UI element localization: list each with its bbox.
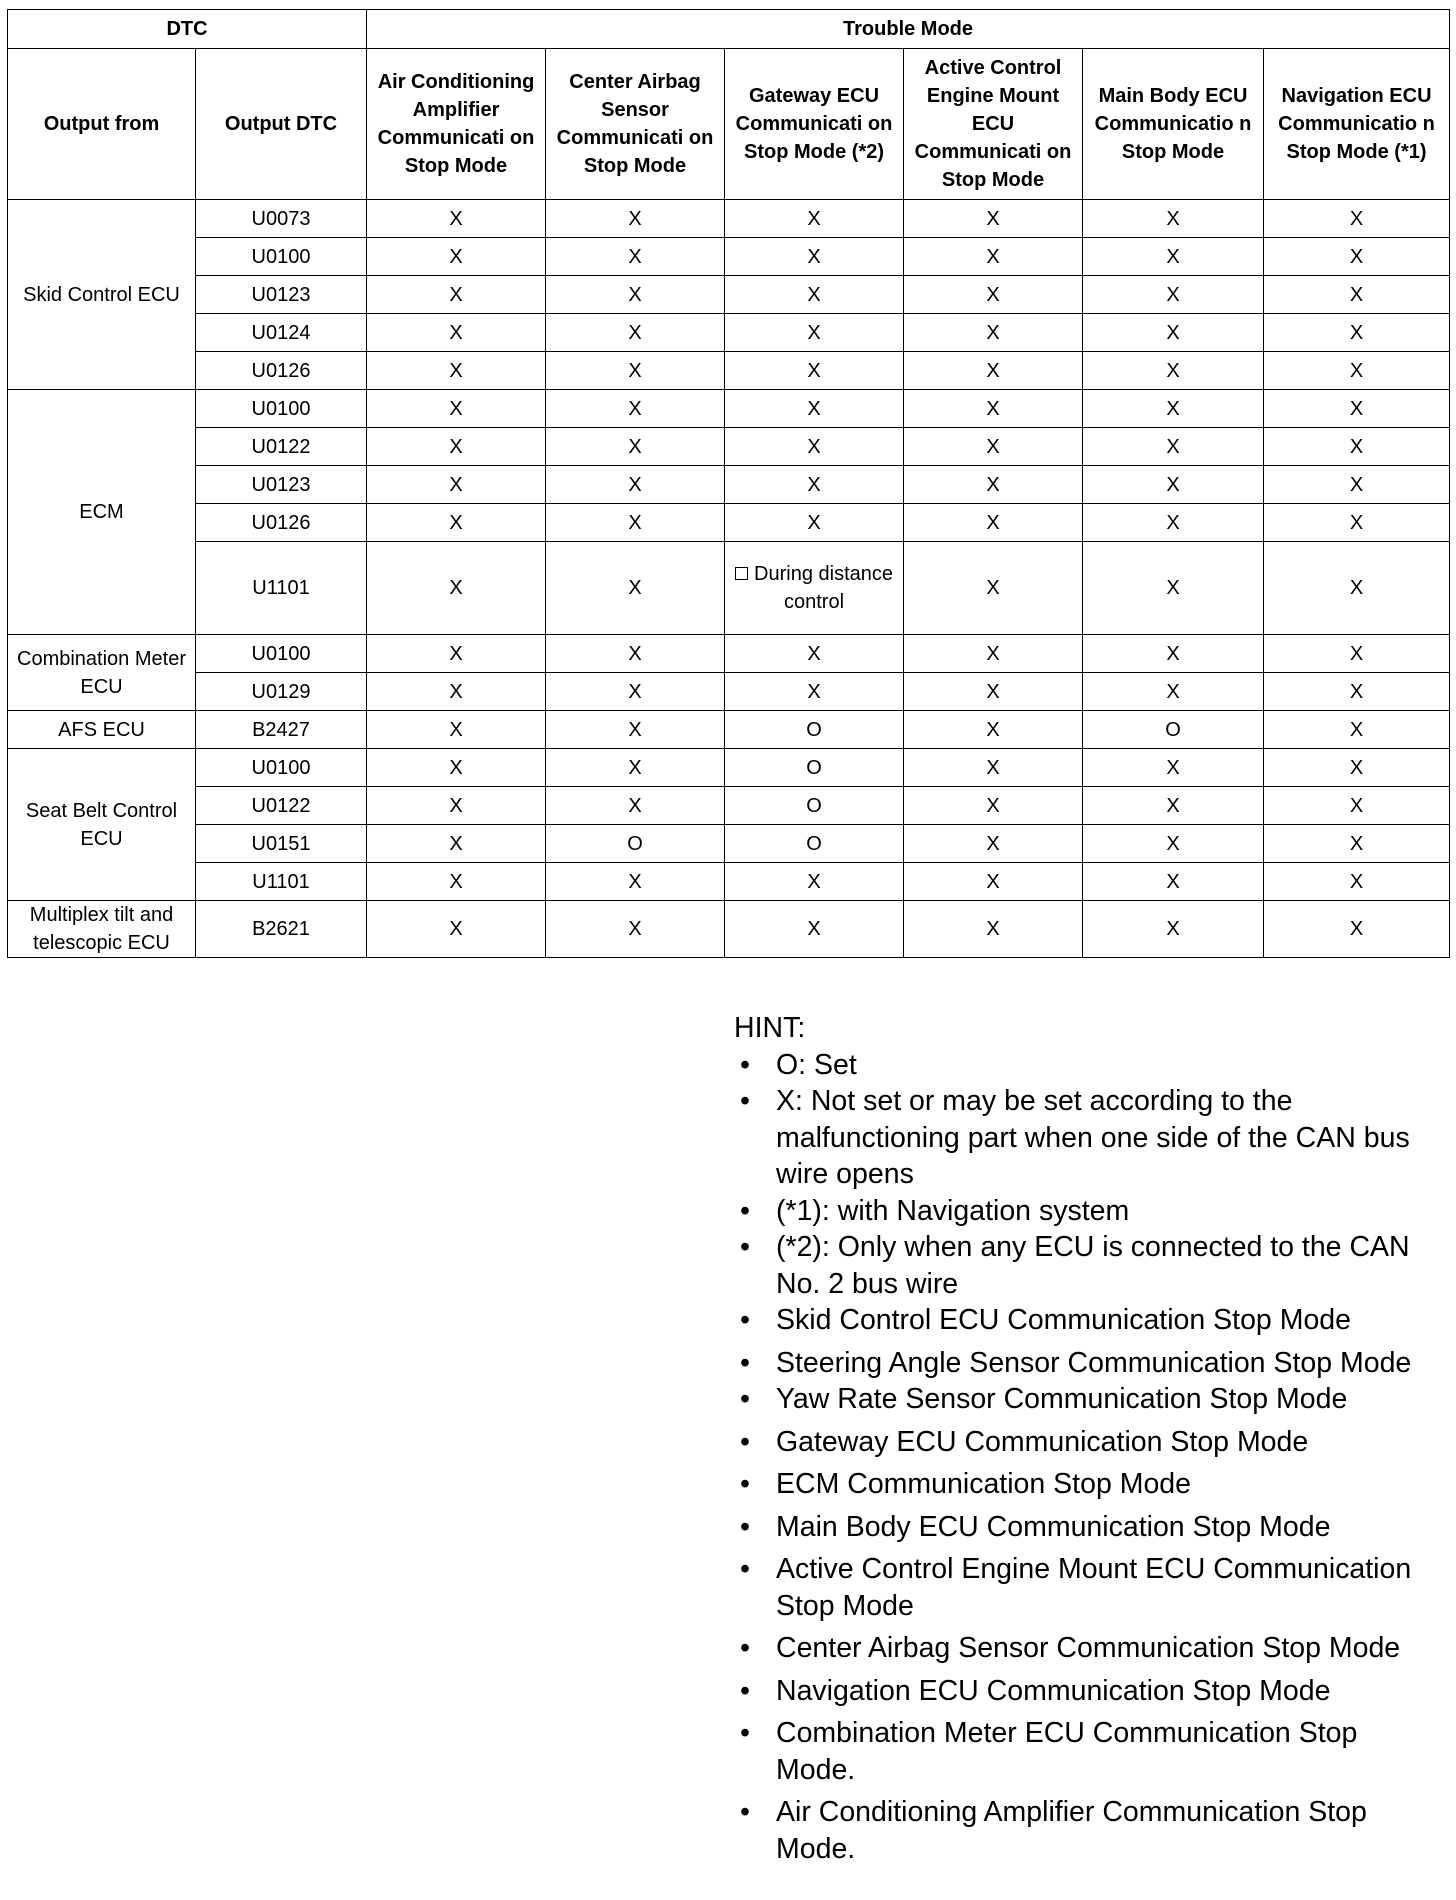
hint-item-text: Air Conditioning Amplifier Communication Stop Mode. — [776, 1796, 1367, 1865]
bullet-icon: • — [740, 1194, 750, 1227]
bullet-icon: • — [740, 1383, 750, 1415]
hint-item-text: Yaw Rate Sensor Communication Stop Mode — [776, 1383, 1348, 1415]
checkbox-square-icon — [735, 567, 748, 580]
mode-not-set-mark: X — [546, 238, 725, 276]
mode-not-set-mark: X — [546, 352, 725, 390]
hint-item — [734, 1424, 1434, 1461]
mode-not-set-mark: X — [546, 314, 725, 352]
mode-set-mark: O — [725, 787, 904, 825]
mode-not-set-mark: X — [904, 238, 1083, 276]
mode-not-set-mark: X — [367, 787, 546, 825]
mode-header-center-airbag: Center Airbag Sensor Communicati on Stop Mode — [546, 49, 725, 200]
table-row — [8, 428, 1450, 466]
table-row — [8, 711, 1450, 749]
hint-item-text: ECM Communication Stop Mode — [776, 1468, 1192, 1500]
mode-not-set-mark: X — [1083, 825, 1264, 863]
mode-not-set-mark: X — [546, 542, 725, 635]
bullet-icon: • — [740, 1717, 750, 1749]
mode-not-set-mark: X — [1264, 711, 1450, 749]
mode-not-set-mark: X — [1264, 504, 1450, 542]
mode-not-set-mark: X — [904, 428, 1083, 466]
hint-item-text: Steering Angle Sensor Communication Stop Mode — [776, 1346, 1412, 1379]
mode-not-set-mark: X — [367, 428, 546, 466]
mode-not-set-mark: X — [1264, 863, 1450, 901]
mode-not-set-mark: X — [904, 635, 1083, 673]
output-dtc-cell: U0123 — [196, 466, 367, 504]
hint-item — [734, 1302, 1434, 1339]
mode-not-set-mark: X — [1264, 200, 1450, 238]
mode-not-set-mark: X — [904, 863, 1083, 901]
mode-not-set-mark: X — [1083, 352, 1264, 390]
mode-header-navigation-ecu: Navigation ECU Communicatio n Stop Mode (*1) — [1264, 49, 1450, 200]
hint-item — [734, 1673, 1434, 1710]
table-row — [8, 749, 1450, 787]
table-row — [8, 466, 1450, 504]
mode-not-set-mark: X — [1264, 390, 1450, 428]
mode-not-set-mark: X — [1083, 504, 1264, 542]
output-from-cell: Multiplex tilt and telescopic ECU — [8, 901, 196, 958]
hint-item-text: Navigation ECU Communication Stop Mode — [776, 1674, 1331, 1707]
trouble-mode-section-header: Trouble Mode — [367, 10, 1450, 49]
mode-header-ac-amplifier: Air Conditioning Amplifier Communicati on Stop Mode — [367, 49, 546, 200]
mode-set-mark: O — [725, 749, 904, 787]
bullet-icon: • — [740, 1796, 750, 1828]
output-from-cell: AFS ECU — [8, 711, 196, 749]
mode-not-set-mark: X — [367, 901, 546, 958]
mode-not-set-mark: X — [1083, 314, 1264, 352]
mode-not-set-mark: X — [1264, 238, 1450, 276]
mode-not-set-mark: X — [367, 863, 546, 901]
bullet-icon: • — [740, 1468, 750, 1500]
output-from-cell: Combination Meter ECU — [8, 635, 196, 711]
output-dtc-cell: U0122 — [196, 787, 367, 825]
mode-set-mark: O — [725, 711, 904, 749]
bullet-icon: • — [740, 1085, 750, 1117]
mode-not-set-mark: X — [1264, 542, 1450, 635]
mode-not-set-mark: X — [1083, 863, 1264, 901]
mode-not-set-mark: X — [546, 466, 725, 504]
mode-not-set-mark: X — [904, 542, 1083, 635]
hint-item-text: (*1): with Navigation system — [776, 1194, 1130, 1227]
mode-not-set-mark: X — [904, 504, 1083, 542]
mode-not-set-mark: X — [546, 673, 725, 711]
hint-item — [734, 1630, 1434, 1667]
output-dtc-cell: U0073 — [196, 200, 367, 238]
hint-item-text: Main Body ECU Communication Stop Mode — [776, 1510, 1331, 1543]
hint-item-text: X: Not set or may be set according to the malfunctioning part when one side of the CAN bus wire opens — [776, 1085, 1410, 1190]
mode-not-set-mark: X — [367, 635, 546, 673]
output-dtc-cell: U0126 — [196, 352, 367, 390]
mode-not-set-mark: X — [546, 390, 725, 428]
hint-item — [734, 1345, 1434, 1382]
mode-not-set-mark: X — [1083, 238, 1264, 276]
table-row — [8, 542, 1450, 635]
mode-not-set-mark: X — [725, 352, 904, 390]
mode-header-gateway-ecu: Gateway ECU Communicati on Stop Mode (*2) — [725, 49, 904, 200]
hint-item — [734, 1047, 1434, 1084]
mode-not-set-mark: X — [1264, 466, 1450, 504]
hint-item — [734, 1466, 1434, 1503]
mode-not-set-mark: X — [904, 276, 1083, 314]
mode-not-set-mark: X — [904, 314, 1083, 352]
mode-not-set-mark: X — [367, 825, 546, 863]
table-row — [8, 238, 1450, 276]
mode-not-set-mark: X — [1264, 428, 1450, 466]
hint-section — [734, 1010, 1434, 1867]
hint-item-text: O: Set — [776, 1048, 857, 1081]
bullet-icon: • — [740, 1553, 750, 1585]
mode-not-set-mark: X — [904, 673, 1083, 711]
mode-not-set-mark: X — [1083, 390, 1264, 428]
mode-header-main-body-ecu: Main Body ECU Communicatio n Stop Mode — [1083, 49, 1264, 200]
output-dtc-cell: U0151 — [196, 825, 367, 863]
mode-not-set-mark: X — [546, 200, 725, 238]
table-row — [8, 825, 1450, 863]
mode-note-cell — [725, 542, 904, 635]
hint-item — [734, 1229, 1434, 1302]
mode-not-set-mark: X — [1264, 276, 1450, 314]
dtc-section-header: DTC — [8, 10, 367, 49]
mode-not-set-mark: X — [367, 390, 546, 428]
mode-not-set-mark: X — [1264, 635, 1450, 673]
mode-not-set-mark: X — [904, 390, 1083, 428]
mode-not-set-mark: X — [725, 504, 904, 542]
mode-not-set-mark: X — [725, 635, 904, 673]
table-row — [8, 200, 1450, 238]
mode-not-set-mark: X — [1264, 901, 1450, 958]
output-dtc-cell: U0100 — [196, 390, 367, 428]
hint-item-text: Gateway ECU Communication Stop Mode — [776, 1425, 1309, 1458]
mode-not-set-mark: X — [1083, 276, 1264, 314]
table-row — [8, 901, 1450, 958]
mode-not-set-mark: X — [725, 673, 904, 711]
mode-not-set-mark: X — [1264, 314, 1450, 352]
mode-not-set-mark: X — [725, 314, 904, 352]
output-from-cell: Skid Control ECU — [8, 200, 196, 390]
bullet-icon: • — [740, 1346, 750, 1379]
mode-not-set-mark: X — [725, 238, 904, 276]
hint-item-text: Skid Control ECU Communication Stop Mode — [776, 1304, 1351, 1336]
mode-not-set-mark: X — [367, 466, 546, 504]
mode-not-set-mark: X — [904, 200, 1083, 238]
hint-item-text: Combination Meter ECU Communication Stop Mode. — [776, 1717, 1358, 1786]
output-dtc-cell: U0124 — [196, 314, 367, 352]
mode-not-set-mark: X — [367, 504, 546, 542]
mode-not-set-mark: X — [904, 466, 1083, 504]
mode-not-set-mark: X — [367, 352, 546, 390]
table-row — [8, 504, 1450, 542]
output-dtc-cell: U0100 — [196, 635, 367, 673]
hint-title: HINT: — [734, 1012, 806, 1044]
bullet-icon: • — [740, 1048, 750, 1081]
output-dtc-cell: U0122 — [196, 428, 367, 466]
output-dtc-cell: U0123 — [196, 276, 367, 314]
hint-item — [734, 1794, 1434, 1867]
table-row — [8, 276, 1450, 314]
hint-item — [734, 1715, 1434, 1788]
output-dtc-cell: U0100 — [196, 238, 367, 276]
hint-item-text: Active Control Engine Mount ECU Communication Stop Mode — [776, 1553, 1412, 1622]
table-row — [8, 314, 1450, 352]
output-from-cell: ECM — [8, 390, 196, 635]
output-from-cell: Seat Belt Control ECU — [8, 749, 196, 901]
mode-not-set-mark: X — [1083, 673, 1264, 711]
mode-not-set-mark: X — [546, 863, 725, 901]
hint-item — [734, 1381, 1434, 1418]
output-dtc-cell: U1101 — [196, 542, 367, 635]
mode-not-set-mark: X — [904, 825, 1083, 863]
table-row — [8, 863, 1450, 901]
mode-not-set-mark: X — [1083, 901, 1264, 958]
dtc-trouble-mode-table — [7, 9, 1450, 958]
table-row — [8, 352, 1450, 390]
mode-not-set-mark: X — [546, 276, 725, 314]
mode-set-mark: O — [1083, 711, 1264, 749]
mode-not-set-mark: X — [1083, 200, 1264, 238]
mode-not-set-mark: X — [367, 673, 546, 711]
mode-set-mark: O — [725, 825, 904, 863]
hint-list — [734, 1047, 1434, 1868]
mode-not-set-mark: X — [1083, 542, 1264, 635]
bullet-icon: • — [740, 1304, 750, 1336]
bullet-icon: • — [740, 1632, 750, 1664]
mode-header-active-control-engine-mount: Active Control Engine Mount ECU Communicati on Stop Mode — [904, 49, 1083, 200]
table-row — [8, 390, 1450, 428]
mode-not-set-mark: X — [546, 428, 725, 466]
output-from-header: Output from — [8, 49, 196, 200]
hint-item — [734, 1083, 1434, 1193]
mode-not-set-mark: X — [1083, 428, 1264, 466]
mode-not-set-mark: X — [1264, 352, 1450, 390]
mode-not-set-mark: X — [904, 787, 1083, 825]
mode-not-set-mark: X — [1264, 825, 1450, 863]
bullet-icon: • — [740, 1674, 750, 1707]
mode-not-set-mark: X — [367, 749, 546, 787]
mode-not-set-mark: X — [1083, 466, 1264, 504]
mode-not-set-mark: X — [546, 711, 725, 749]
mode-not-set-mark: X — [546, 749, 725, 787]
output-dtc-header: Output DTC — [196, 49, 367, 200]
mode-not-set-mark: X — [1264, 749, 1450, 787]
table-row — [8, 673, 1450, 711]
mode-not-set-mark: X — [725, 863, 904, 901]
output-dtc-cell: U0126 — [196, 504, 367, 542]
mode-not-set-mark: X — [367, 711, 546, 749]
mode-not-set-mark: X — [546, 635, 725, 673]
mode-not-set-mark: X — [367, 314, 546, 352]
mode-not-set-mark: X — [1083, 749, 1264, 787]
mode-not-set-mark: X — [367, 238, 546, 276]
mode-not-set-mark: X — [725, 276, 904, 314]
output-dtc-cell: B2427 — [196, 711, 367, 749]
mode-note-text: During distance control — [754, 563, 893, 613]
bullet-icon: • — [740, 1425, 750, 1458]
mode-set-mark: O — [546, 825, 725, 863]
mode-not-set-mark: X — [1083, 635, 1264, 673]
mode-not-set-mark: X — [904, 749, 1083, 787]
hint-item — [734, 1551, 1434, 1624]
mode-not-set-mark: X — [1264, 673, 1450, 711]
output-dtc-cell: B2621 — [196, 901, 367, 958]
mode-not-set-mark: X — [367, 276, 546, 314]
table-row — [8, 787, 1450, 825]
mode-not-set-mark: X — [904, 711, 1083, 749]
bullet-icon: • — [740, 1231, 750, 1263]
output-dtc-cell: U0129 — [196, 673, 367, 711]
hint-item-text: (*2): Only when any ECU is connected to the CAN No. 2 bus wire — [776, 1231, 1410, 1300]
table-row — [8, 635, 1450, 673]
mode-not-set-mark: X — [546, 787, 725, 825]
mode-not-set-mark: X — [904, 901, 1083, 958]
mode-not-set-mark: X — [367, 542, 546, 635]
hint-item — [734, 1509, 1434, 1546]
mode-not-set-mark: X — [546, 901, 725, 958]
mode-not-set-mark: X — [1264, 787, 1450, 825]
mode-not-set-mark: X — [725, 200, 904, 238]
mode-not-set-mark: X — [904, 352, 1083, 390]
hint-item-text: Center Airbag Sensor Communication Stop Mode — [776, 1632, 1401, 1664]
output-dtc-cell: U1101 — [196, 863, 367, 901]
mode-not-set-mark: X — [367, 200, 546, 238]
mode-not-set-mark: X — [1083, 787, 1264, 825]
mode-not-set-mark: X — [725, 428, 904, 466]
bullet-icon: • — [740, 1510, 750, 1543]
mode-not-set-mark: X — [725, 901, 904, 958]
mode-not-set-mark: X — [725, 390, 904, 428]
mode-not-set-mark: X — [546, 504, 725, 542]
hint-item — [734, 1193, 1434, 1230]
mode-not-set-mark: X — [725, 466, 904, 504]
output-dtc-cell: U0100 — [196, 749, 367, 787]
